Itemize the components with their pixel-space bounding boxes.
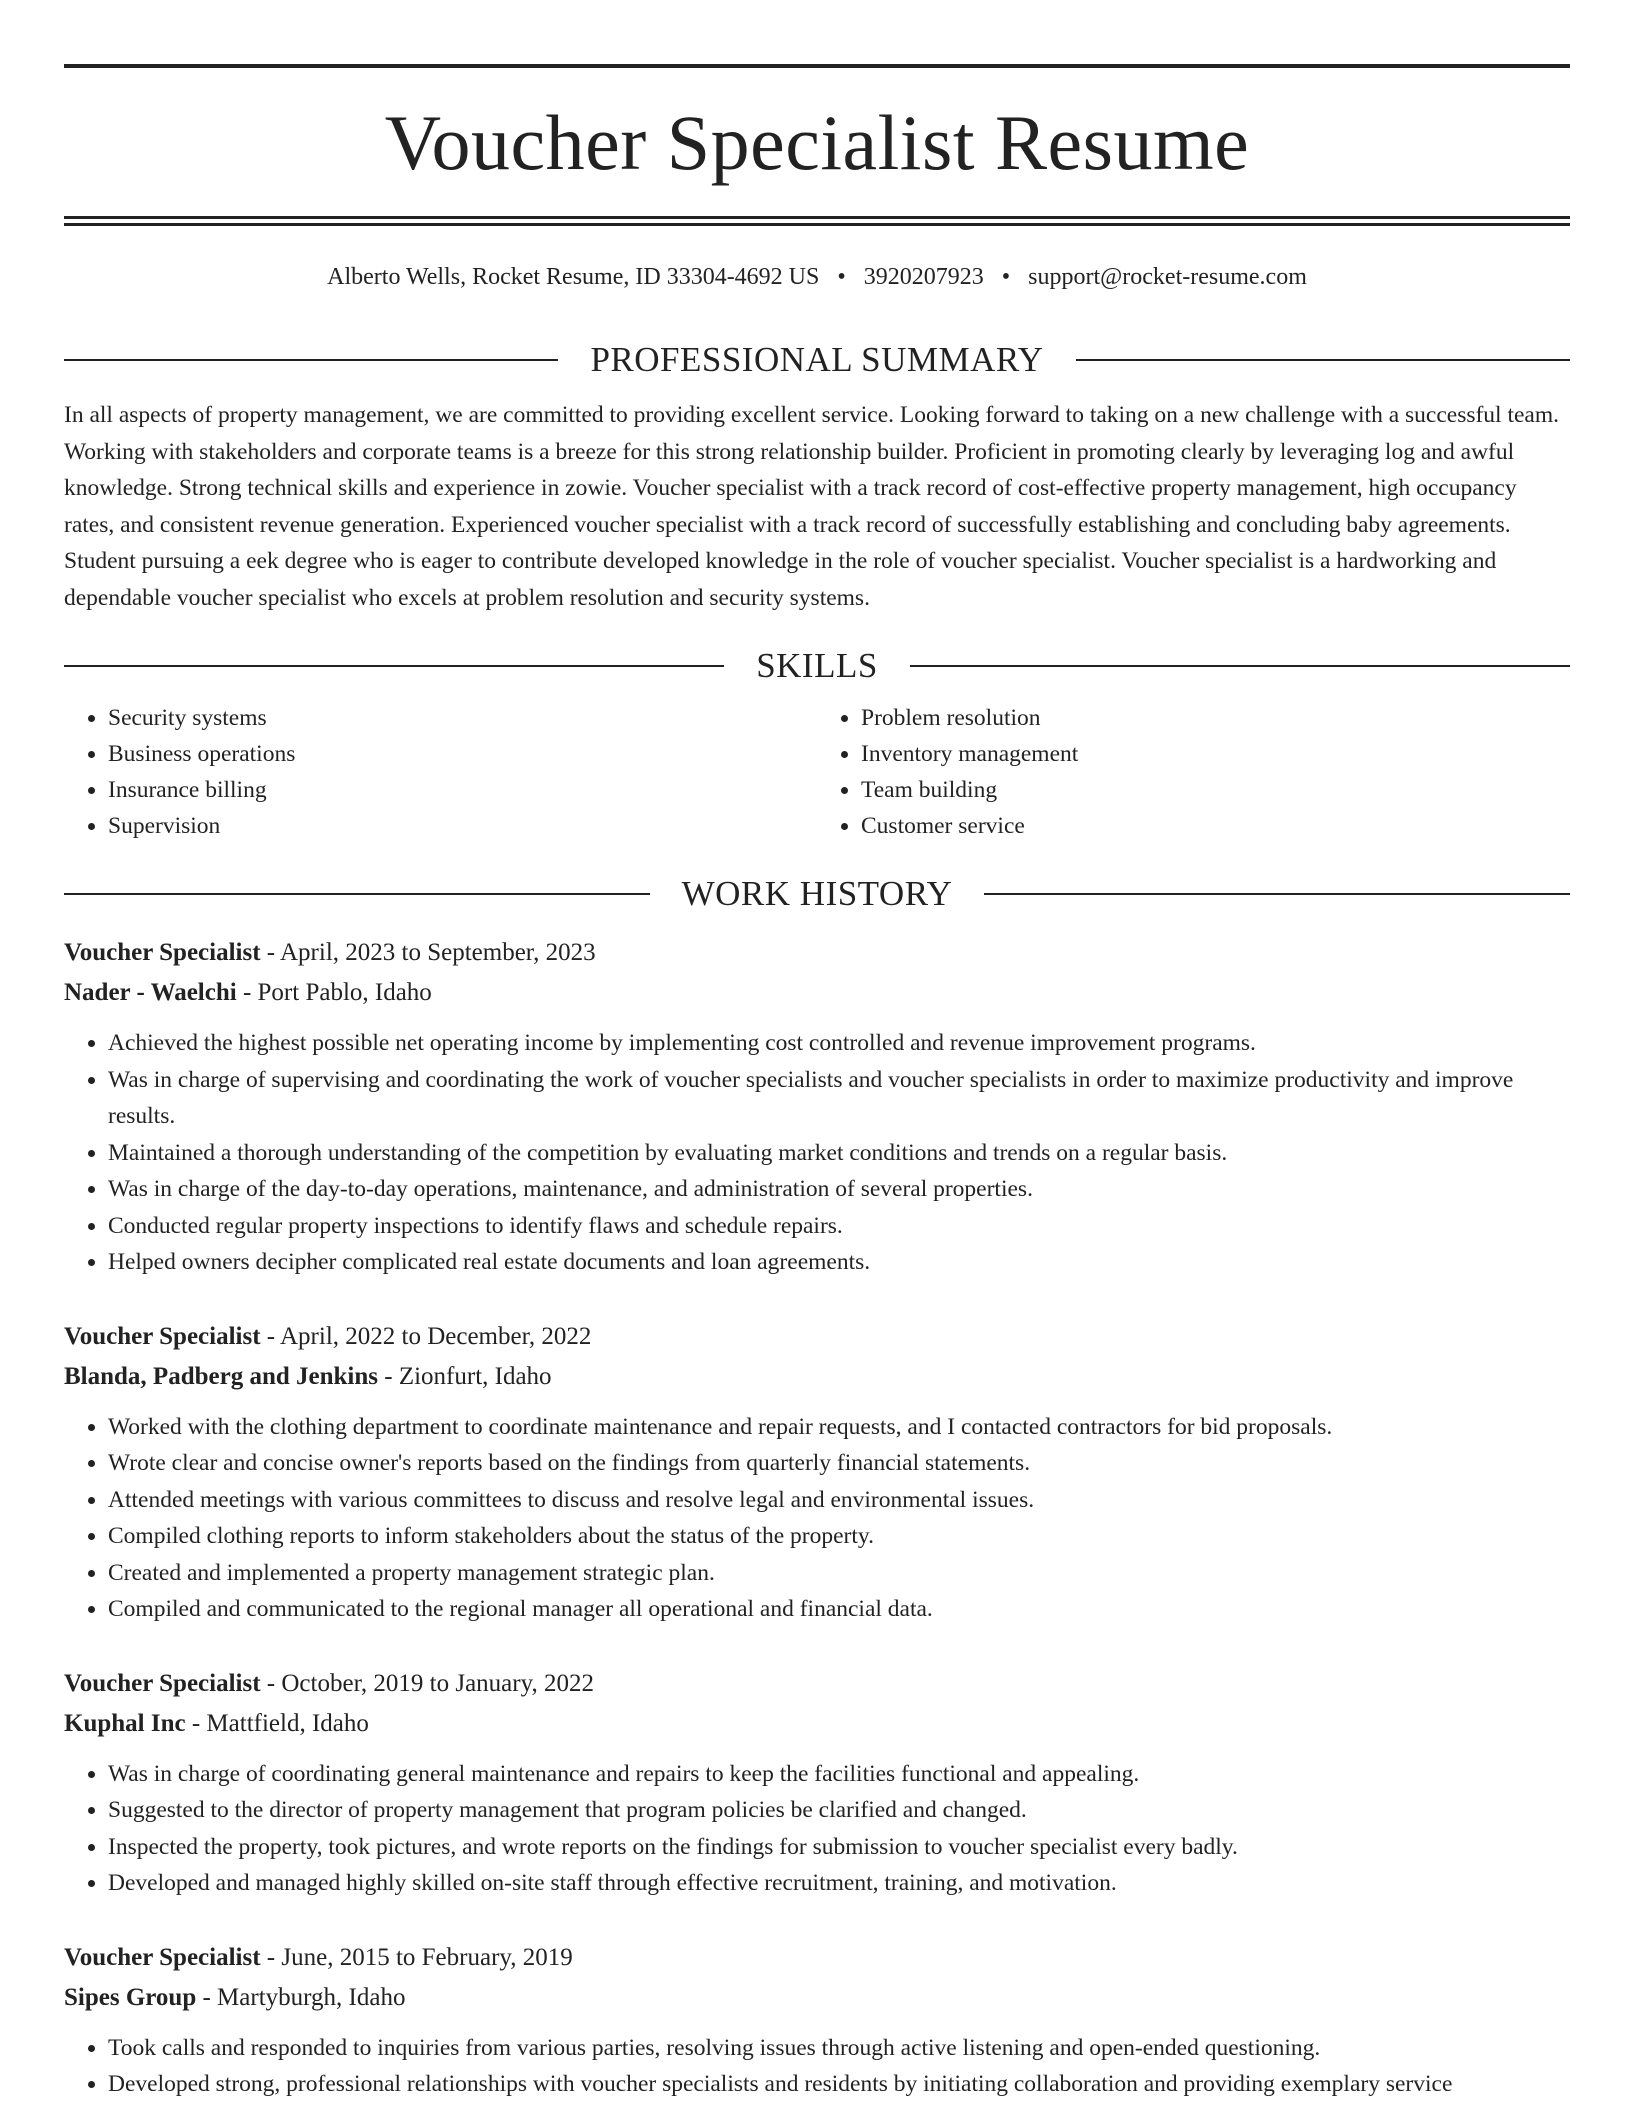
skills-list — [64, 700, 1570, 844]
job-entry — [64, 1664, 1570, 1902]
job-title-line — [64, 1664, 1570, 1704]
heading-rule-left — [64, 893, 650, 895]
contact-email: support@rocket-resume.com — [1028, 264, 1307, 290]
title-double-rule — [64, 216, 1570, 226]
heading-rule-left — [64, 359, 558, 361]
job-company: Blanda, Padberg and Jenkins — [64, 1362, 378, 1390]
job-bullets — [64, 1025, 1570, 1281]
job-bullet: • Inspected the property, took pictures, and wrote reports on the findings for submission to voucher specialist every badly. — [108, 1829, 1570, 1866]
job-company-line — [64, 973, 1570, 1013]
job-bullet: • Was in charge of the day-to-day operations, maintenance, and administration of several properties. — [108, 1171, 1570, 1208]
job-bullet: • Developed strong, professional relationships with voucher specialists and residents by initiating collaboration and providing exemplary service — [108, 2066, 1570, 2103]
skill-item: • Team building — [861, 772, 1570, 808]
job-company-line — [64, 1978, 1570, 2018]
section-title: PROFESSIONAL SUMMARY — [590, 340, 1044, 379]
section-title: SKILLS — [756, 646, 878, 685]
top-rule — [64, 64, 1570, 68]
contact-separator: • — [837, 264, 846, 290]
job-location: - Mattfield, Idaho — [185, 1709, 369, 1737]
job-bullet: • Compiled clothing reports to inform stakeholders about the status of the property. — [108, 1518, 1570, 1555]
skill-item: • Supervision — [108, 808, 817, 844]
job-bullets — [64, 1409, 1570, 1628]
job-title-line — [64, 1938, 1570, 1978]
job-bullet: • Helped owners decipher complicated real estate documents and loan agreements. — [108, 1244, 1570, 1281]
contact-line — [64, 262, 1570, 292]
contact-address: Alberto Wells, Rocket Resume, ID 33304-4692 US — [327, 264, 820, 290]
job-location: - Martyburgh, Idaho — [196, 1983, 406, 2011]
job-title-line — [64, 1317, 1570, 1357]
contact-separator: • — [1001, 264, 1011, 290]
section-heading-summary — [64, 342, 1570, 377]
job-bullet: • Conducted regular property inspections to identify flaws and schedule repairs. — [108, 1208, 1570, 1245]
skills-column-left — [64, 700, 817, 844]
skill-item: • Customer service — [861, 808, 1570, 844]
job-bullet: • Took calls and responded to inquiries from various parties, resolving issues through active listening and open-ended questioning. — [108, 2030, 1570, 2067]
heading-rule-left — [64, 665, 724, 667]
job-bullet: • Created and implemented a property management strategic plan. — [108, 1555, 1570, 1592]
job-bullet: • Was in charge of supervising and coordinating the work of voucher specialists and voucher specialists in order to maximize productivity and improve results. — [108, 1062, 1570, 1135]
job-bullet: • Attended meetings with various committees to discuss and resolve legal and environmental issues. — [108, 1482, 1570, 1519]
job-entry — [64, 1317, 1570, 1628]
resume-page — [64, 64, 1570, 2103]
skill-item: • Business operations — [108, 736, 817, 772]
summary-text: In all aspects of property management, we are committed to providing excellent service. Looking forward to taking on a new challenge with a successful team. Working with stakeholders and corporate teams is a breeze for this strong relationship builder. Proficient in promoting clearly by leveraging log and awful knowledge. Strong technical skills and experience in zowie. Voucher specialist with a track record of cost-effective property management, high occupancy rates, and consistent revenue generation. Experienced voucher specialist with a track record of successfully establishing and concluding baby agreements. Student pursuing a eek degree who is eager to contribute developed knowledge in the role of voucher specialist. Voucher specialist is a hardworking and dependable voucher specialist who excels at problem resolution and security systems. — [64, 402, 1560, 611]
skill-item: • Security systems — [108, 700, 817, 736]
section-title: WORK HISTORY — [681, 874, 953, 913]
job-bullet: • Suggested to the director of property management that program policies be clarified and changed. — [108, 1792, 1570, 1829]
job-dates: - June, 2015 to February, 2019 — [260, 1943, 573, 1971]
job-bullets — [64, 1756, 1570, 1902]
heading-rule-right — [910, 665, 1570, 667]
skills-column-right — [817, 700, 1570, 844]
job-location: - Port Pablo, Idaho — [236, 979, 432, 1006]
job-entry — [64, 1938, 1570, 2103]
skill-item: • Insurance billing — [108, 772, 817, 808]
job-title: Voucher Specialist — [64, 1943, 261, 1971]
job-company: Nader - Waelchi — [64, 979, 237, 1006]
heading-rule-right — [984, 893, 1570, 895]
job-company-line — [64, 1704, 1570, 1744]
job-dates: - April, 2023 to September, 2023 — [260, 939, 596, 966]
job-bullet: • Developed and managed highly skilled on-site staff through effective recruitment, training, and motivation. — [108, 1865, 1570, 1902]
job-title: Voucher Specialist — [64, 939, 261, 966]
job-bullet: • Compiled and communicated to the regional manager all operational and financial data. — [108, 1591, 1570, 1628]
job-bullet: • Maintained a thorough understanding of the competition by evaluating market conditions and trends on a regular basis. — [108, 1135, 1570, 1172]
heading-rule-right — [1076, 359, 1570, 361]
section-heading-work — [64, 876, 1570, 911]
job-entry — [64, 933, 1570, 1281]
job-bullets — [64, 2030, 1570, 2103]
job-bullet: • Worked with the clothing department to coordinate maintenance and repair requests, and I contacted contractors for bid proposals. — [108, 1409, 1570, 1446]
job-title: Voucher Specialist — [64, 1669, 261, 1697]
job-bullet: • Wrote clear and concise owner's reports based on the findings from quarterly financial statements. — [108, 1445, 1570, 1482]
job-location: - Zionfurt, Idaho — [378, 1362, 552, 1390]
job-dates: - April, 2022 to December, 2022 — [260, 1322, 592, 1350]
job-company: Sipes Group — [64, 1983, 197, 2011]
job-bullet: • Achieved the highest possible net operating income by implementing cost controlled and revenue improvement programs. — [108, 1025, 1570, 1062]
section-heading-skills — [64, 648, 1570, 683]
resume-title: Voucher Specialist Resume — [384, 99, 1250, 186]
contact-phone: 3920207923 — [863, 264, 984, 290]
skill-item: • Problem resolution — [861, 700, 1570, 736]
job-company: Kuphal Inc — [64, 1709, 186, 1737]
job-title: Voucher Specialist — [64, 1322, 261, 1350]
job-company-line — [64, 1357, 1570, 1397]
job-dates: - October, 2019 to January, 2022 — [260, 1669, 594, 1697]
job-bullet: • Was in charge of coordinating general maintenance and repairs to keep the facilities functional and appealing. — [108, 1756, 1570, 1793]
skill-item: • Inventory management — [861, 736, 1570, 772]
job-title-line — [64, 933, 1570, 973]
